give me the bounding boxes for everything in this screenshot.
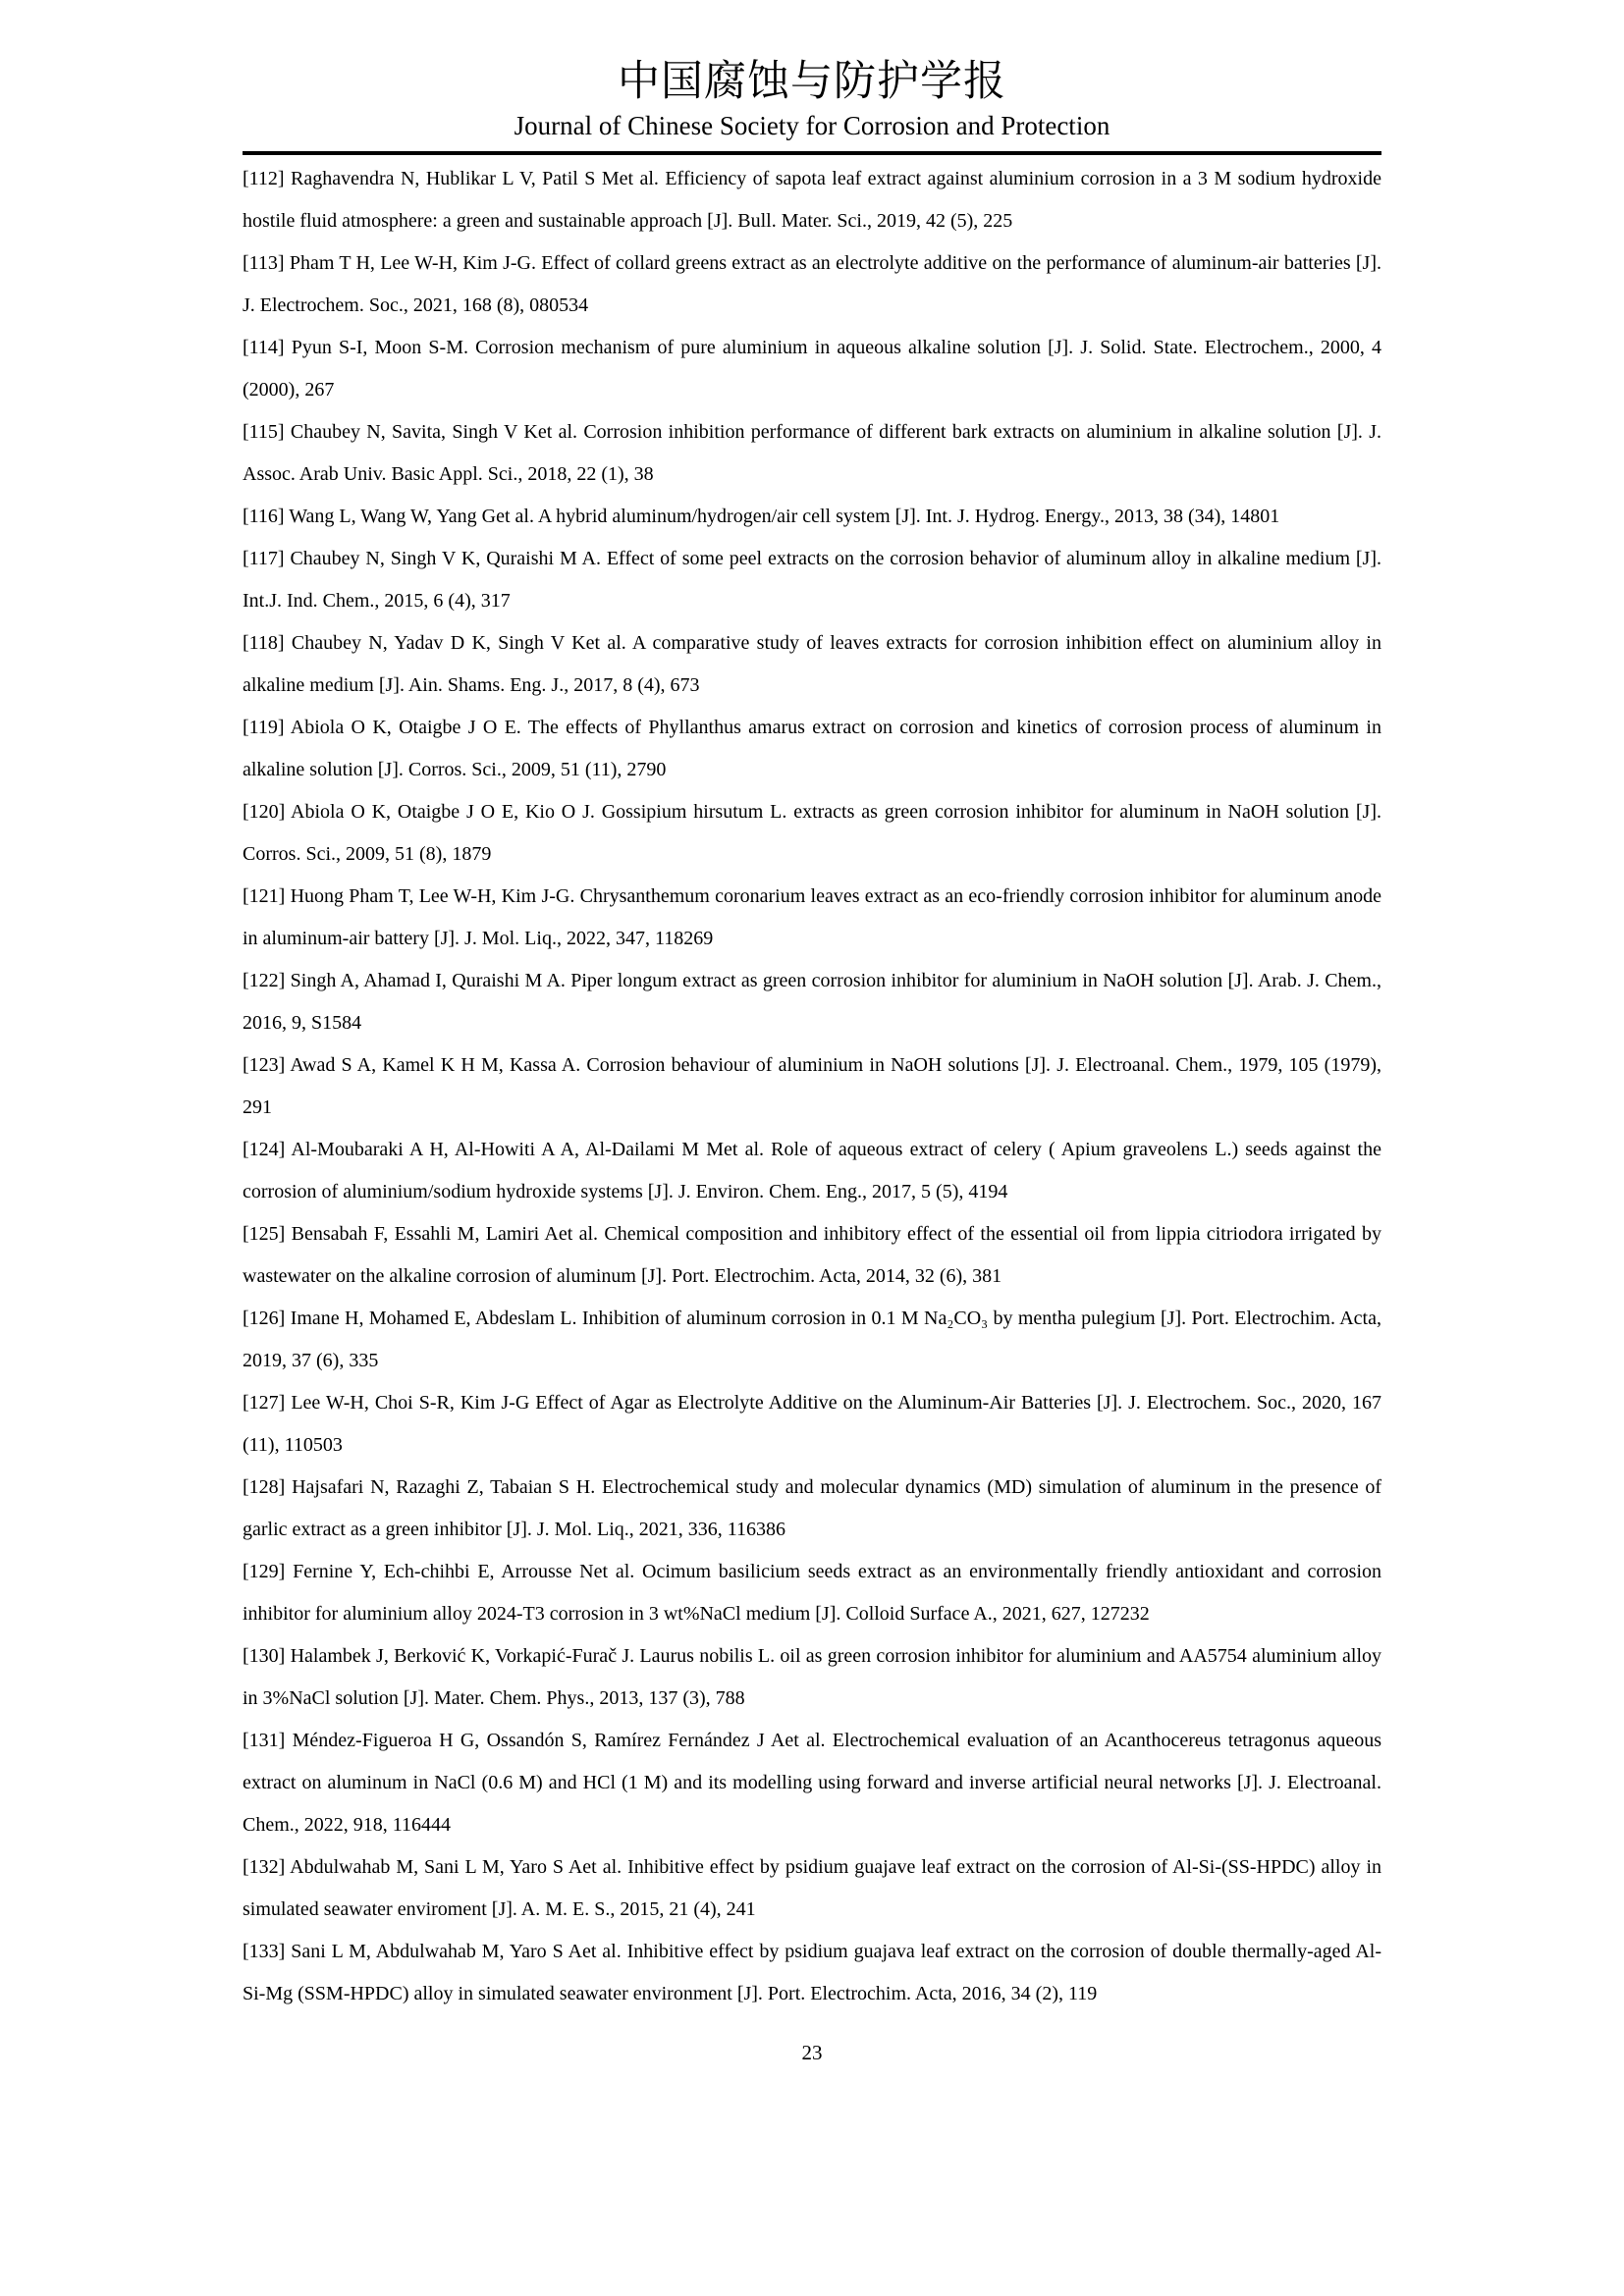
reference-item-117: [117] Chaubey N, Singh V K, Quraishi M A. Effect of some peel extracts on the corrosion behavior of aluminum alloy in alkaline medium [J]. Int.J. Ind. Chem., 2015, 6 (4), 317 xyxy=(243,547,1381,612)
reference-item-119: [119] Abiola O K, Otaigbe J O E. The effects of Phyllanthus amarus extract on corrosion and kinetics of corrosion process of aluminum in alkaline solution [J]. Corros. Sci., 2009, 51 (11), 2790 xyxy=(243,716,1381,780)
reference-item-129: [129] Fernine Y, Ech-chihbi E, Arrousse Net al. Ocimum basilicium seeds extract as an environmentally friendly antioxidant and corrosion inhibitor for aluminium alloy 2024-T3 corrosion in 3 wt%NaCl medium [J]. Colloid Surface A., 2021, 627, 127232 xyxy=(243,1560,1381,1625)
page-number: 23 xyxy=(801,2040,823,2064)
reference-item-131: [131] Méndez-Figueroa H G, Ossandón S, Ramírez Fernández J Aet al. Electrochemical evaluation of an Acanthocereus tetragonus aqueous extract on aluminum in NaCl (0.6 M) and HCl (1 M) and its modelling using forward and inverse artificial neural networks [J]. J. Electroanal. Chem., 2022, 918, 116444 xyxy=(243,1729,1381,1836)
reference-item-126: [126] Imane H, Mohamed E, Abdeslam L. Inhibition of aluminum corrosion in 0.1 M Na₂CO₃ by mentha pulegium [J]. Port. Electrochim. Acta, 2019, 37 (6), 335 xyxy=(243,1307,1381,1371)
reference-item-121: [121] Huong Pham T, Lee W-H, Kim J-G. Chrysanthemum coronarium leaves extract as an eco-friendly corrosion inhibitor for aluminum anode in aluminum-air battery [J]. J. Mol. Liq., 2022, 347, 118269 xyxy=(243,884,1381,949)
reference-item-122: [122] Singh A, Ahamad I, Quraishi M A. Piper longum extract as green corrosion inhibitor for aluminium in NaOH solution [J]. Arab. J. Chem., 2016, 9, S1584 xyxy=(243,969,1381,1034)
journal-title-english: Journal of Chinese Society for Corrosion and Protection xyxy=(514,110,1110,140)
reference-item-113: [113] Pham T H, Lee W-H, Kim J-G. Effect of collard greens extract as an electrolyte additive on the performance of aluminum-air batteries [J]. J. Electrochem. Soc., 2021, 168 (8), 080534 xyxy=(243,251,1381,316)
reference-item-114: [114] Pyun S-I, Moon S-M. Corrosion mechanism of pure aluminium in aqueous alkaline solution [J]. J. Solid. State. Electrochem., 2000, 4 (2000), 267 xyxy=(243,336,1381,400)
reference-item-133: [133] Sani L M, Abdulwahab M, Yaro S Aet al. Inhibitive effect by psidium guajava leaf extract on the corrosion of double thermally-aged Al-Si-Mg (SSM-HPDC) alloy in simulated seawater environment [J]. Port. Electrochim. Acta, 2016, 34 (2), 119 xyxy=(243,1940,1381,2004)
reference-item-120: [120] Abiola O K, Otaigbe J O E, Kio O J. Gossipium hirsutum L. extracts as green corrosion inhibitor for aluminum in NaOH solution [J]. Corros. Sci., 2009, 51 (8), 1879 xyxy=(243,800,1381,865)
reference-item-115: [115] Chaubey N, Savita, Singh V Ket al. Corrosion inhibition performance of different bark extracts on aluminium in alkaline solution [J]. J. Assoc. Arab Univ. Basic Appl. Sci., 2018, 22 (1), 38 xyxy=(243,420,1381,485)
reference-item-123: [123] Awad S A, Kamel K H M, Kassa A. Corrosion behaviour of aluminium in NaOH solutions [J]. J. Electroanal. Chem., 1979, 105 (1979), 291 xyxy=(243,1053,1381,1118)
reference-item-118: [118] Chaubey N, Yadav D K, Singh V Ket al. A comparative study of leaves extracts for corrosion inhibition effect on aluminium alloy in alkaline medium [J]. Ain. Shams. Eng. J., 2017, 8 (4), 673 xyxy=(243,631,1381,696)
header-divider xyxy=(243,151,1381,155)
reference-list xyxy=(243,158,1381,2015)
reference-item-127: [127] Lee W-H, Choi S-R, Kim J-G Effect of Agar as Electrolyte Additive on the Aluminum-Air Batteries [J]. J. Electrochem. Soc., 2020, 167 (11), 110503 xyxy=(243,1391,1381,1456)
reference-item-116: [116] Wang L, Wang W, Yang Get al. A hybrid aluminum/hydrogen/air cell system [J]. Int. J. Hydrog. Energy., 2013, 38 (34), 14801 xyxy=(243,505,1280,527)
reference-item-128: [128] Hajsafari N, Razaghi Z, Tabaian S H. Electrochemical study and molecular dynamics (MD) simulation of aluminum in the presence of garlic extract as a green inhibitor [J]. J. Mol. Liq., 2021, 336, 116386 xyxy=(243,1475,1381,1540)
reference-item-130: [130] Halambek J, Berković K, Vorkapić-Furač J. Laurus nobilis L. oil as green corrosion inhibitor for aluminium and AA5754 aluminium alloy in 3%NaCl solution [J]. Mater. Chem. Phys., 2013, 137 (3), 788 xyxy=(243,1644,1381,1709)
reference-item-112: [112] Raghavendra N, Hublikar L V, Patil S Met al. Efficiency of sapota leaf extract against aluminium corrosion in a 3 M sodium hydroxide hostile fluid atmosphere: a green and sustainable approach [J]. Bull. Mater. Sci., 2019, 42 (5), 225 xyxy=(243,167,1381,232)
journal-title-chinese: 中国腐蚀与防护学报 xyxy=(618,59,1006,105)
reference-item-125: [125] Bensabah F, Essahli M, Lamiri Aet al. Chemical composition and inhibitory effect of the essential oil from lippia citriodora irrigated by wastewater on the alkaline corrosion of aluminum [J]. Port. Electrochim. Acta, 2014, 32 (6), 381 xyxy=(243,1222,1381,1287)
reference-item-124: [124] Al-Moubaraki A H, Al-Howiti A A, Al-Dailami M Met al. Role of aqueous extract of celery ( Apium graveolens L.) seeds against the corrosion of aluminium/sodium hydroxide systems [J]. J. Environ. Chem. Eng., 2017, 5 (5), 4194 xyxy=(243,1138,1381,1202)
reference-item-132: [132] Abdulwahab M, Sani L M, Yaro S Aet al. Inhibitive effect by psidium guajave leaf extract on the corrosion of Al-Si-(SS-HPDC) alloy in simulated seawater enviroment [J]. A. M. E. S., 2015, 21 (4), 241 xyxy=(243,1855,1381,1920)
journal-header xyxy=(0,0,1624,141)
